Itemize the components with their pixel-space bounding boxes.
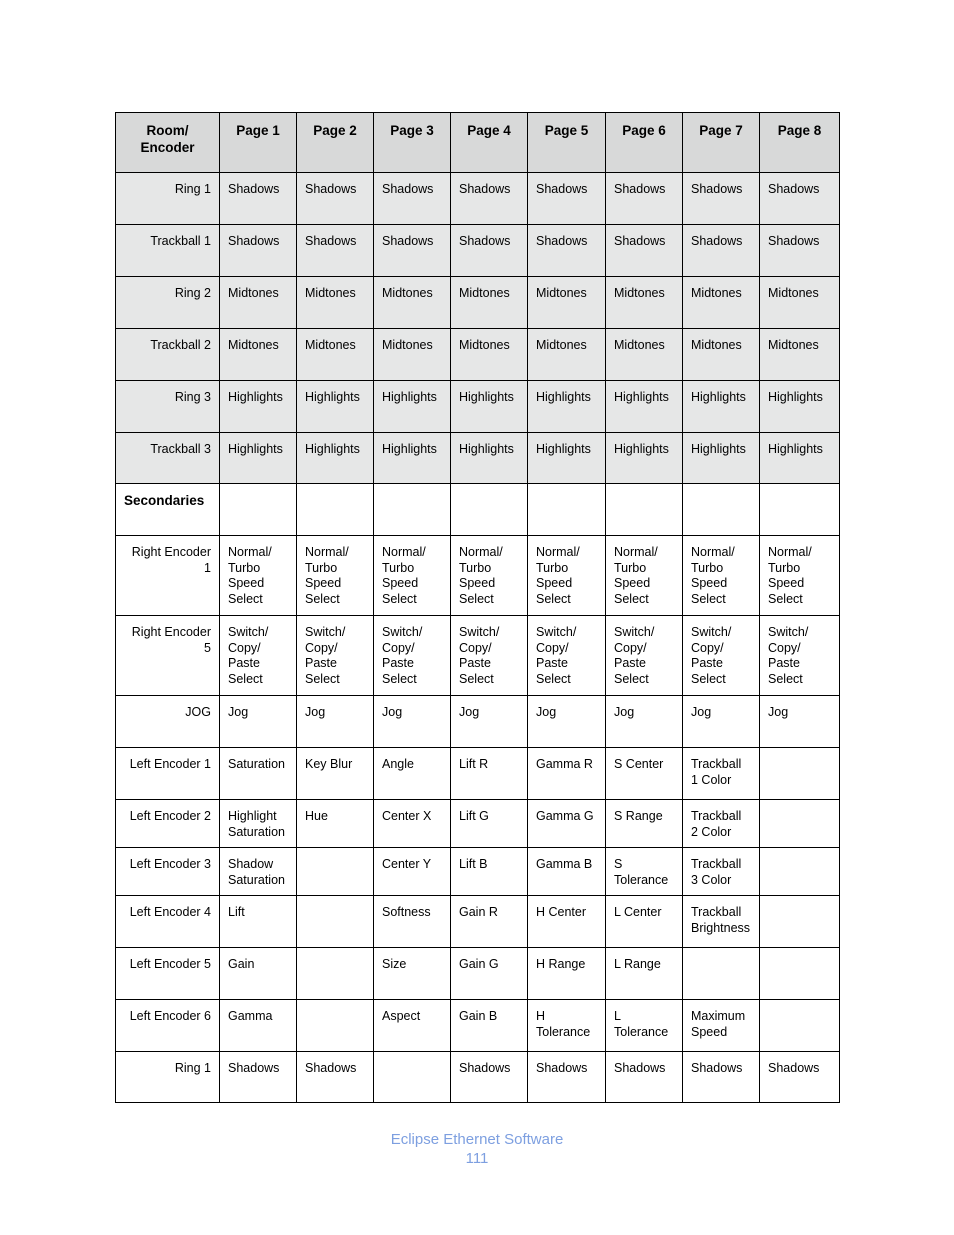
- table-cell: Shadows: [760, 1052, 840, 1103]
- table-cell: Midtones: [374, 329, 451, 381]
- table-cell: Shadows: [528, 173, 606, 225]
- table-cell: Highlights: [451, 381, 528, 433]
- table-cell: Trackball Brightness: [683, 896, 760, 948]
- table-cell: Shadows: [760, 173, 840, 225]
- table-cell: L Range: [606, 948, 683, 1000]
- table-cell: Gamma: [220, 1000, 297, 1052]
- table-row: [116, 173, 840, 225]
- column-header: Page 8: [760, 113, 840, 173]
- row-label: Secondaries: [116, 484, 220, 536]
- table-cell: Lift: [220, 896, 297, 948]
- table-cell: Midtones: [297, 329, 374, 381]
- row-label: Left Encoder 1: [116, 748, 220, 800]
- table-cell: Midtones: [760, 329, 840, 381]
- table-cell: Switch/ Copy/ Paste Select: [528, 616, 606, 696]
- table-cell: Gamma B: [528, 848, 606, 896]
- table-cell: Midtones: [528, 277, 606, 329]
- table-cell: [528, 484, 606, 536]
- table-row: [116, 381, 840, 433]
- table-cell: H Center: [528, 896, 606, 948]
- column-header: Page 3: [374, 113, 451, 173]
- table-cell: Shadows: [451, 225, 528, 277]
- table-cell: [760, 800, 840, 848]
- table-cell: Shadows: [528, 225, 606, 277]
- table-cell: Normal/ Turbo Speed Select: [374, 536, 451, 616]
- table-cell: Normal/ Turbo Speed Select: [220, 536, 297, 616]
- table-cell: Normal/ Turbo Speed Select: [528, 536, 606, 616]
- table-cell: Shadows: [451, 173, 528, 225]
- table-cell: Highlights: [528, 381, 606, 433]
- table-row: [116, 225, 840, 277]
- table-cell: Midtones: [683, 329, 760, 381]
- row-label: Left Encoder 4: [116, 896, 220, 948]
- table-cell: [220, 484, 297, 536]
- table-row: [116, 1052, 840, 1103]
- table-cell: Highlights: [297, 381, 374, 433]
- table-cell: Lift R: [451, 748, 528, 800]
- table-cell: Highlight Saturation: [220, 800, 297, 848]
- row-label: Left Encoder 3: [116, 848, 220, 896]
- table-cell: Jog: [374, 696, 451, 748]
- row-label: Trackball 3: [116, 433, 220, 484]
- table-cell: Highlights: [451, 433, 528, 484]
- table-row: [116, 484, 840, 536]
- table-cell: Midtones: [451, 277, 528, 329]
- table-cell: Highlights: [297, 433, 374, 484]
- table-cell: [297, 848, 374, 896]
- table-row: [116, 536, 840, 616]
- table-cell: Normal/ Turbo Speed Select: [297, 536, 374, 616]
- table-cell: Gamma R: [528, 748, 606, 800]
- table-cell: [297, 1000, 374, 1052]
- table-cell: Midtones: [220, 277, 297, 329]
- table-cell: Switch/ Copy/ Paste Select: [220, 616, 297, 696]
- table-cell: Center Y: [374, 848, 451, 896]
- table-cell: Highlights: [374, 381, 451, 433]
- table-cell: Switch/ Copy/ Paste Select: [297, 616, 374, 696]
- table-row: [116, 277, 840, 329]
- table-cell: [760, 1000, 840, 1052]
- table-row: [116, 848, 840, 896]
- table-cell: [760, 748, 840, 800]
- table-cell: Highlights: [760, 381, 840, 433]
- table-cell: L Center: [606, 896, 683, 948]
- table-cell: S Center: [606, 748, 683, 800]
- table-cell: Highlights: [528, 433, 606, 484]
- row-label: Trackball 2: [116, 329, 220, 381]
- table-cell: [760, 896, 840, 948]
- table-cell: Shadows: [451, 1052, 528, 1103]
- column-header: Page 6: [606, 113, 683, 173]
- table-cell: Jog: [297, 696, 374, 748]
- page-footer: [0, 1130, 954, 1168]
- row-label: Ring 1: [116, 1052, 220, 1103]
- table-cell: Key Blur: [297, 748, 374, 800]
- table-cell: Shadows: [297, 1052, 374, 1103]
- table-cell: Midtones: [606, 277, 683, 329]
- table-cell: Highlights: [606, 381, 683, 433]
- table-cell: Gain G: [451, 948, 528, 1000]
- table-cell: Gain R: [451, 896, 528, 948]
- table-header-row: [116, 113, 840, 173]
- table-cell: Shadows: [606, 1052, 683, 1103]
- column-header: Page 7: [683, 113, 760, 173]
- table-cell: Lift G: [451, 800, 528, 848]
- table-cell: Trackball 3 Color: [683, 848, 760, 896]
- table-cell: Highlights: [374, 433, 451, 484]
- table-cell: [760, 484, 840, 536]
- table-cell: [297, 484, 374, 536]
- table-cell: Gamma G: [528, 800, 606, 848]
- table-cell: Shadows: [606, 225, 683, 277]
- table-cell: Angle: [374, 748, 451, 800]
- table-cell: Shadows: [297, 225, 374, 277]
- table-cell: Gain B: [451, 1000, 528, 1052]
- table-cell: Switch/ Copy/ Paste Select: [683, 616, 760, 696]
- table-cell: [760, 948, 840, 1000]
- table-cell: Shadows: [683, 1052, 760, 1103]
- table-cell: Trackball 1 Color: [683, 748, 760, 800]
- row-label: Left Encoder 6: [116, 1000, 220, 1052]
- table-cell: Jog: [760, 696, 840, 748]
- table-cell: L Tolerance: [606, 1000, 683, 1052]
- table-cell: Highlights: [760, 433, 840, 484]
- table-cell: Shadows: [220, 1052, 297, 1103]
- table-cell: Normal/ Turbo Speed Select: [760, 536, 840, 616]
- table-cell: S Range: [606, 800, 683, 848]
- row-label: Ring 2: [116, 277, 220, 329]
- table-cell: Midtones: [760, 277, 840, 329]
- table-cell: Gain: [220, 948, 297, 1000]
- table-cell: Lift B: [451, 848, 528, 896]
- table-cell: Shadows: [374, 225, 451, 277]
- table-cell: Shadow Saturation: [220, 848, 297, 896]
- table-cell: [297, 948, 374, 1000]
- column-header: Page 1: [220, 113, 297, 173]
- table-cell: Shadows: [374, 173, 451, 225]
- row-label: Left Encoder 2: [116, 800, 220, 848]
- table-cell: Shadows: [220, 225, 297, 277]
- table-cell: Trackball 2 Color: [683, 800, 760, 848]
- row-label: Trackball 1: [116, 225, 220, 277]
- table-cell: Switch/ Copy/ Paste Select: [606, 616, 683, 696]
- table-cell: Jog: [220, 696, 297, 748]
- row-label: Ring 1: [116, 173, 220, 225]
- table-cell: Jog: [451, 696, 528, 748]
- table-row: [116, 616, 840, 696]
- row-label: Right Encoder 1: [116, 536, 220, 616]
- table-cell: Midtones: [220, 329, 297, 381]
- table-cell: Midtones: [451, 329, 528, 381]
- table-row: [116, 696, 840, 748]
- table-cell: Midtones: [606, 329, 683, 381]
- table-cell: Aspect: [374, 1000, 451, 1052]
- table-cell: Highlights: [606, 433, 683, 484]
- table-cell: Normal/ Turbo Speed Select: [683, 536, 760, 616]
- column-header: Page 5: [528, 113, 606, 173]
- table-cell: Highlights: [220, 381, 297, 433]
- table-cell: [760, 848, 840, 896]
- table-cell: Shadows: [606, 173, 683, 225]
- table-cell: Normal/ Turbo Speed Select: [451, 536, 528, 616]
- table-row: [116, 433, 840, 484]
- table-row: [116, 800, 840, 848]
- table-cell: H Tolerance: [528, 1000, 606, 1052]
- table-row: [116, 948, 840, 1000]
- table-cell: Shadows: [528, 1052, 606, 1103]
- row-label: Right Encoder 5: [116, 616, 220, 696]
- table-cell: [683, 484, 760, 536]
- table-cell: Shadows: [220, 173, 297, 225]
- encoder-mapping-table: [115, 112, 840, 1103]
- table-cell: [683, 948, 760, 1000]
- table-row: [116, 896, 840, 948]
- table-cell: Size: [374, 948, 451, 1000]
- table-cell: Midtones: [374, 277, 451, 329]
- table-cell: Shadows: [760, 225, 840, 277]
- table-cell: Center X: [374, 800, 451, 848]
- table-cell: Shadows: [683, 225, 760, 277]
- table-cell: Jog: [606, 696, 683, 748]
- table-cell: Normal/ Turbo Speed Select: [606, 536, 683, 616]
- table-cell: Highlights: [220, 433, 297, 484]
- table-cell: Shadows: [683, 173, 760, 225]
- table-cell: Switch/ Copy/ Paste Select: [374, 616, 451, 696]
- table-cell: Hue: [297, 800, 374, 848]
- table-cell: [374, 484, 451, 536]
- table-cell: [374, 1052, 451, 1103]
- row-label: Ring 3: [116, 381, 220, 433]
- table-row: [116, 748, 840, 800]
- table-cell: S Tolerance: [606, 848, 683, 896]
- table-cell: Highlights: [683, 433, 760, 484]
- table-cell: Midtones: [683, 277, 760, 329]
- table-cell: Midtones: [297, 277, 374, 329]
- table-cell: Midtones: [528, 329, 606, 381]
- table-cell: [606, 484, 683, 536]
- table-cell: Jog: [683, 696, 760, 748]
- table-row: [116, 329, 840, 381]
- table-cell: Switch/ Copy/ Paste Select: [451, 616, 528, 696]
- column-header: Page 2: [297, 113, 374, 173]
- table-cell: Maximum Speed: [683, 1000, 760, 1052]
- column-header: Room/ Encoder: [116, 113, 220, 173]
- table-cell: [297, 896, 374, 948]
- footer-title: Eclipse Ethernet Software: [390, 1131, 564, 1148]
- page-number: 111: [465, 1150, 489, 1167]
- table-row: [116, 1000, 840, 1052]
- table-cell: H Range: [528, 948, 606, 1000]
- table-cell: Shadows: [297, 173, 374, 225]
- table-cell: Highlights: [683, 381, 760, 433]
- row-label: Left Encoder 5: [116, 948, 220, 1000]
- table-cell: Jog: [528, 696, 606, 748]
- column-header: Page 4: [451, 113, 528, 173]
- table-cell: [451, 484, 528, 536]
- table-cell: Switch/ Copy/ Paste Select: [760, 616, 840, 696]
- row-label: JOG: [116, 696, 220, 748]
- table-cell: Saturation: [220, 748, 297, 800]
- table-cell: Softness: [374, 896, 451, 948]
